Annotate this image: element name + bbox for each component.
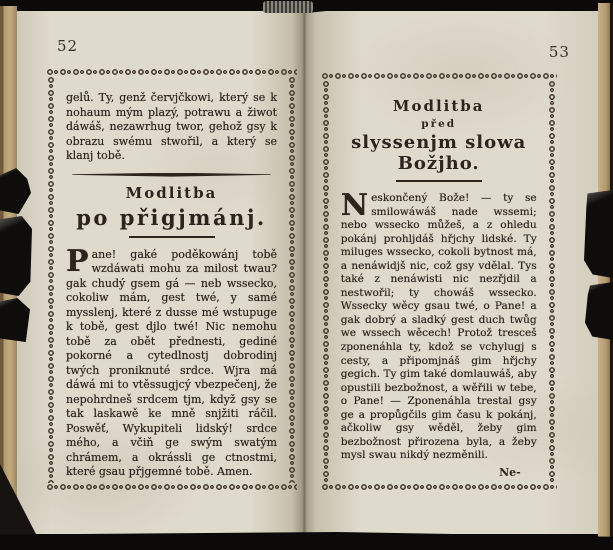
left-ornament-frame bbox=[46, 67, 297, 492]
ornament-border-top bbox=[46, 67, 297, 77]
prayer-body-text: eskončený Bože! — ty se smilowáwáš nade wssemi; nebo wssecko můžeš, a z ohledu pokánj prohljdáš hřjchy lidské. Ty miluges wssecko, cokoli bytnost má, a nenáwidjš nic, což gsy vdělal. Tys také z nenáwisti nic nezřjdil a nestwořil; ty chowáš wssecko. Wssecky wěcy gsau twé, o Pane! a gak dobrý a sladký gest duch twůg we wssech wěcech! Protož tresceš zponenáhla ty, kdož se vchylugj s cesty, a připomjnáš gim hřjchy gegich. Ty gim také domlauwáš, aby opustili bezbožnost, a wěřili w tebe, o Pane! — Zponenáhla trestal gsy ge a propůgčils gim času k pokánj, ačkoliw gsy wěděl, žeby gim bezbožnost přirozena byla, a žeby mysl swau nikdý nezměnili. bbox=[340, 192, 537, 462]
prayer-heading-small: Modlitba bbox=[125, 183, 218, 202]
right-page-text-block bbox=[332, 81, 546, 482]
ornament-border-bottom bbox=[321, 482, 557, 492]
page-number-left: 52 bbox=[57, 37, 79, 55]
prayer-heading-middle: před bbox=[421, 118, 457, 130]
ornament-border-right bbox=[547, 80, 557, 483]
clasp-tab bbox=[0, 298, 30, 342]
heading-underline-rule bbox=[396, 180, 482, 182]
ornament-border-top bbox=[321, 71, 557, 81]
prayer-body bbox=[66, 243, 277, 480]
ornament-border-bottom bbox=[46, 482, 297, 492]
prayer-body bbox=[340, 188, 537, 463]
right-ornament-frame bbox=[321, 71, 557, 492]
prayer-body-text: ane! gaké poděkowánj tobě wzdáwati mohu za milost twau? gak chudý gsem gá — neb wssecko, cokoliw mám, gest twé, y samé mysslenj, které z dusse mé wstupuge k tobě, gest djlo twé! Nic nemohu tobě za obět přednesti, gediné pokorné a cytedlnostj dobrodinj twých proniknuté srdce. Wjra má dáwá mi to vtěssugjcý vbezpečenj, že nepohrdneš srdcem tjm, když gsy se tak laskawě ke mně snjžiti ráčil. Poswěť, Wykupiteli lidský! srdce mého, a včiň ge swým swatým chrámem, a okrássli ge ctnostmi, které gsau přjgemné tobě. Amen. bbox=[66, 247, 277, 479]
book-spread bbox=[17, 11, 598, 534]
catchword: Ne- bbox=[499, 465, 521, 479]
drop-cap-initial: P bbox=[66, 243, 89, 279]
ornament-border-left bbox=[46, 76, 56, 483]
clasp-tab bbox=[0, 168, 31, 214]
left-clasp bbox=[0, 168, 33, 342]
ornament-border-left bbox=[321, 80, 331, 483]
left-page-text-block bbox=[57, 77, 286, 482]
clasp-tab bbox=[584, 190, 613, 278]
clasp-tab bbox=[585, 282, 613, 340]
book-headband bbox=[263, 1, 313, 13]
prayer-heading-large: slyssenjm slowa Božjho. bbox=[351, 132, 527, 174]
section-divider-rule bbox=[72, 173, 270, 177]
prayer-heading-small: Modlitba bbox=[392, 97, 485, 115]
drop-cap-initial: N bbox=[340, 188, 369, 223]
heading-underline-rule bbox=[129, 236, 215, 238]
clasp-tab bbox=[0, 216, 32, 296]
right-page bbox=[302, 11, 598, 534]
page-number-right: 53 bbox=[548, 43, 570, 61]
right-clasp bbox=[582, 190, 613, 340]
continuation-paragraph: gelů. Ty, genž červjčkowi, který se k nohaum mým plazý, potrawu a žiwot dáwáš, nezawrhug twor, gehož gsy k obrazu swému stwořil, a který se klanj tobě. bbox=[66, 91, 277, 163]
prayer-heading-large: po přigjmánj. bbox=[76, 204, 267, 230]
left-page bbox=[17, 11, 302, 534]
ornament-border-right bbox=[287, 76, 297, 483]
